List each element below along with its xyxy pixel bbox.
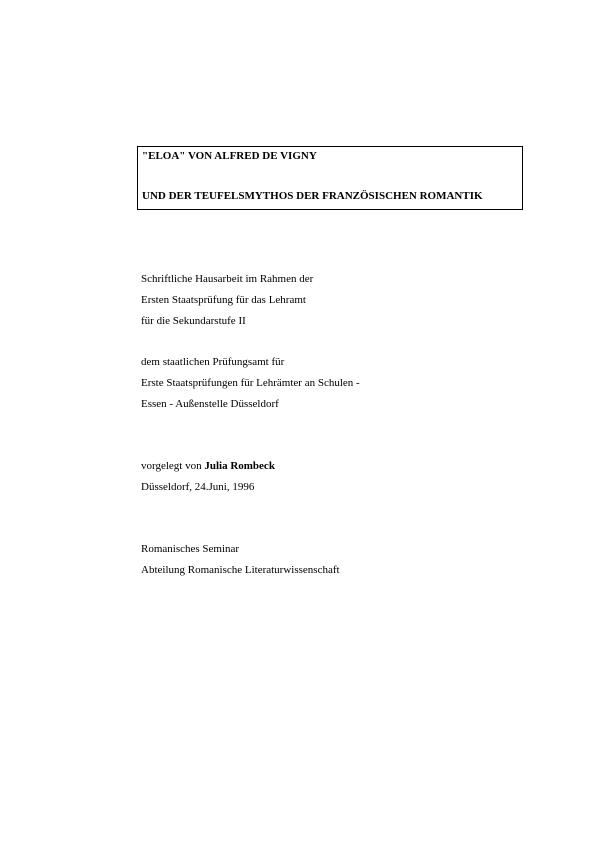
submitted-by-line xyxy=(141,460,275,473)
purpose-line-2: Ersten Staatsprüfung für das Lehramt xyxy=(141,294,306,306)
office-line-1: dem staatlichen Prüfungsamt für xyxy=(141,356,285,368)
author-name: Julia Rombeck xyxy=(204,460,275,472)
title-line-2: UND DER TEUFELSMYTHOS DER FRANZÖSISCHEN ROMANTIK xyxy=(142,190,483,202)
institution-line-1: Romanisches Seminar xyxy=(141,543,240,555)
purpose-line-3: für die Sekundarstufe II xyxy=(141,315,246,327)
purpose-line-1: Schriftliche Hausarbeit im Rahmen der xyxy=(141,273,314,285)
title-box xyxy=(137,146,523,210)
office-line-2: Erste Staatsprüfungen für Lehrämter an Schulen - xyxy=(141,377,360,389)
place-date-line: Düsseldorf, 24.Juni, 1996 xyxy=(141,481,255,493)
office-line-3: Essen - Außenstelle Düsseldorf xyxy=(141,398,279,410)
institution-line-2: Abteilung Romanische Literaturwissenschaft xyxy=(141,564,340,576)
submitted-by-prefix: vorgelegt von xyxy=(141,460,205,472)
title-line-1: "ELOA" VON ALFRED DE VIGNY xyxy=(142,150,317,162)
